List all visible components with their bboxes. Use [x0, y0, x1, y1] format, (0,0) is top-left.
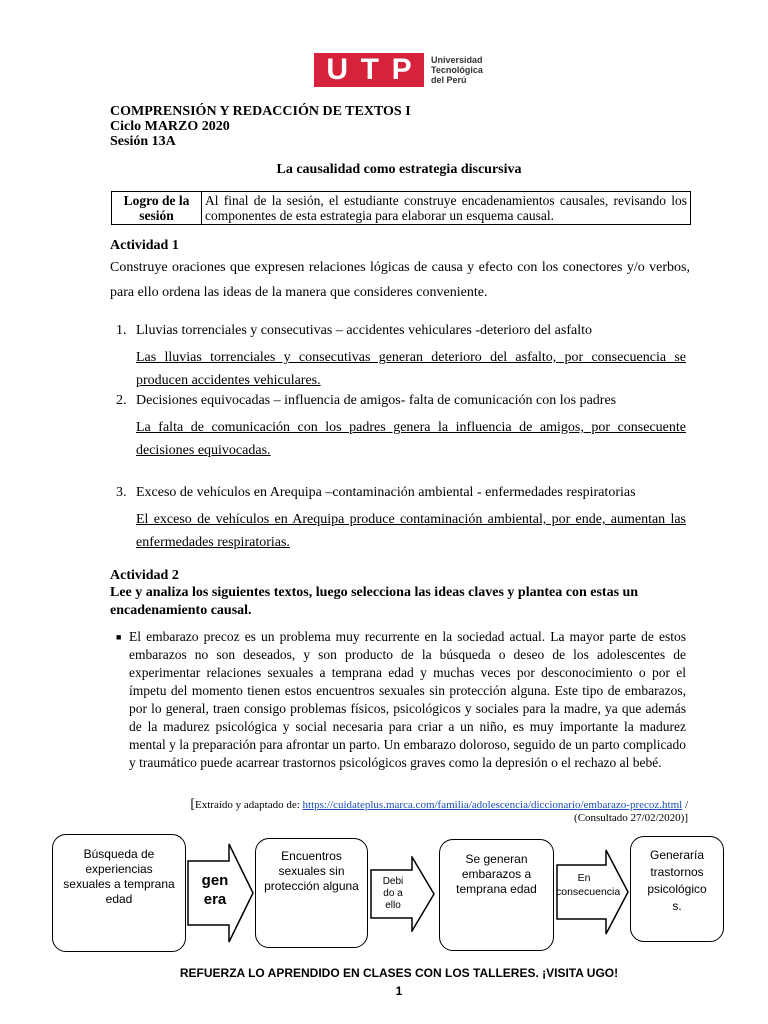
arrow-label-line: era	[203, 891, 227, 908]
arrow-label-line: Debi	[382, 876, 404, 887]
diagram-box-trastornos	[630, 836, 724, 942]
ref-bracket: [	[190, 797, 195, 812]
arrow-label-consecuencia	[556, 871, 621, 899]
page-number: 1	[395, 984, 403, 998]
actividad2-instructions: Lee y analiza los siguientes textos, luego selecciona las ideas claves y plantea con estas un encadenamiento causal.	[110, 585, 639, 618]
logo-letter: U	[326, 53, 348, 86]
box-line: psicológico	[647, 882, 707, 896]
box-line: Generaría	[649, 848, 705, 862]
logo-mark	[314, 53, 424, 87]
actividad1-heading: Actividad 1	[110, 238, 179, 253]
footer-text: REFUERZA LO APRENDIDO EN CLASES CON LOS TALLERES. ¡VISITA UGO!	[179, 966, 619, 980]
diagram-box-embarazos: Se generan embarazos a temprana edad	[439, 839, 554, 951]
box-line: s.	[672, 899, 682, 913]
box-line: trastornos	[650, 865, 704, 879]
logro-table	[111, 191, 691, 225]
arrow-label-genera	[190, 871, 240, 909]
logro-label-line: sesión	[139, 208, 174, 223]
arrow-label-line: En	[577, 872, 591, 884]
arrow-label-line: consecuencia	[556, 886, 621, 898]
ref-slash: /	[682, 799, 688, 811]
logro-text: Al final de la sesión, el estudiante construye encadenamientos causales, revisando los componentes de esta estrategia para elaborar un esquema causal.	[205, 193, 687, 223]
logo-letter: P	[391, 53, 412, 86]
logro-label-line: Logro de la	[123, 193, 190, 208]
page-title: La causalidad como estrategia discursiva	[276, 162, 522, 177]
bullet-icon: ■	[116, 632, 122, 642]
reference-line	[160, 798, 688, 812]
diagram-box-busqueda: Búsqueda de experiencias sexuales a temprana edad	[52, 834, 186, 952]
item-answer: Las lluvias torrenciales y consecutivas generan deterioro del asfalto, por consecuencia se producen accidentes vehiculares.	[136, 350, 686, 388]
item-answer: El exceso de vehículos en Arequipa produce contaminación ambiental, por ende, aumentan las enfermedades respiratorias.	[136, 512, 686, 550]
item-answer: La falta de comunicación con los padres genera la influencia de amigos, por consecuente decisiones equivocadas.	[136, 420, 686, 458]
arrow-label-line: do a	[383, 888, 403, 899]
actividad1-instructions: Construye oraciones que expresen relaciones lógicas de causa y efecto con los conectores y/o verbos, para ello ordena las ideas de la manera que consideres conveniente.	[110, 260, 690, 300]
ref-prefix: Extraído y adaptado de:	[195, 799, 303, 811]
cycle: Ciclo MARZO 2020	[110, 119, 230, 134]
logo-line: Tecnológica	[431, 65, 483, 75]
course-name: COMPRENSIÓN Y REDACCIÓN DE TEXTOS I	[110, 104, 411, 119]
logo-line: del Perú	[431, 75, 467, 85]
arrow-label-line: ello	[385, 900, 401, 911]
utp-logo	[314, 53, 483, 87]
arrow-label-debido	[372, 876, 414, 912]
item-prompt: Lluvias torrenciales y consecutivas – accidentes vehiculares -deterioro del asfalto	[136, 323, 592, 338]
logo-text	[431, 55, 483, 85]
logo-line: Universidad	[431, 55, 483, 65]
ref-link[interactable]: https://cuidateplus.marca.com/familia/adolescencia/diccionario/embarazo-precoz.html	[302, 799, 683, 811]
ref-consulted: (Consultado 27/02/2020)]	[574, 812, 688, 824]
logo-letter: T	[360, 53, 379, 86]
item-prompt: Decisiones equivocadas – influencia de amigos- falta de comunicación con los padres	[136, 393, 617, 408]
arrow-label-line: gen	[201, 872, 229, 889]
actividad2-heading: Actividad 2	[110, 568, 179, 583]
item-number: 3.	[116, 485, 127, 500]
diagram-box-encuentros: Encuentros sexuales sin protección alguna	[255, 838, 368, 948]
item-number: 1.	[116, 323, 127, 338]
session: Sesión 13A	[110, 134, 176, 149]
text-paragraph: El embarazo precoz es un problema muy recurrente en la sociedad actual. La mayor parte de estos embarazos no son deseados, y son producto de la búsqueda o deseo de los adolescentes de experimentar relaciones sexuales a temprana edad y muchas veces por desconocimiento o por el ímpetu del momento tienen estos encuentros sexuales sin protección alguna. Este tipo de embarazos, por lo general, traen consigo problemas físicos, psicológicos y sociales para la madre, ya que además de la madurez psicológica y social necesaria para criar a un niño, es muy importante la madurez mental y la preparación para afrontar un parto. Un embarazo doloroso, seguido de un parto complicado y traumático puede acarrear trastornos psicológicos graves como la depresión o el rechazo al bebé.	[129, 629, 686, 770]
item-number: 2.	[116, 393, 127, 408]
logro-label	[112, 192, 202, 224]
item-prompt: Exceso de vehículos en Arequipa –contaminación ambiental - enfermedades respiratorias	[136, 485, 636, 500]
